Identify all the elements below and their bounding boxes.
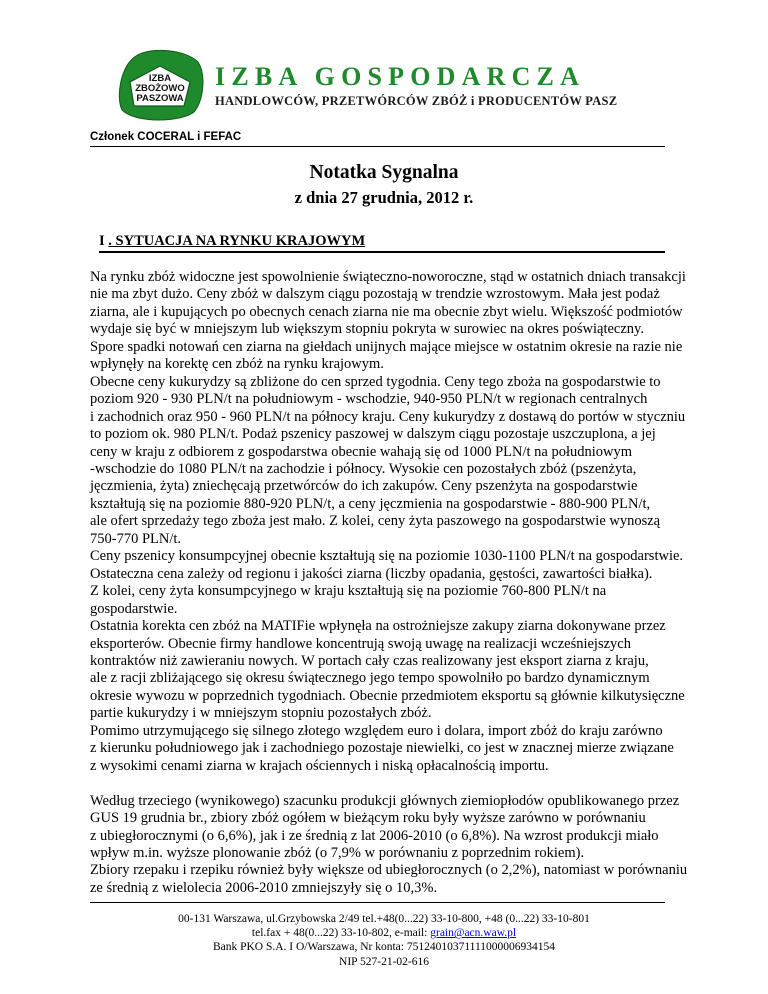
body-line: ale z racji zbliżającego się okresu świątecznego jego tempo spowolniło po bardzo dynamicznym (90, 670, 650, 687)
body-line: wpływ m.in. wyższe plonowanie zbóż (o 7,9% w porównaniu z poprzednim rokiem). (90, 845, 585, 861)
body-line: to poziom ok. 980 PLN/t. Podaż pszenicy paszowej w dalszym ciągu pozostaje uszczuplona, a jej (90, 426, 656, 443)
body-line: Zbiory rzepaku i rzepiku również były większe od ubiegłorocznych (o 2,2%), natomiast w porównaniu (90, 862, 688, 879)
body-line: Z kolei, ceny żyta konsumpcyjnego w kraju kształtują się na poziomie 760-800 PLN/t na (90, 583, 607, 600)
header-divider (90, 146, 665, 147)
body-line: ale ofert sprzedaży tego zboża jest mało. Z kolei, ceny żyta paszowego na gospodarstwie wynoszą (90, 513, 661, 530)
body-line: kształtują się na poziomie 880-920 PLN/t, a ceny jęczmienia na gospodarstwie - 880-900 PLN/t, (90, 495, 651, 512)
logo-text-line2: ZBOŻOWO (135, 83, 185, 94)
body-line: z wysokimi cenami ziarna w krajach ościennych i niską opłacalnością importu. (90, 757, 549, 774)
body-line: Na rynku zbóż widoczne jest spowolnienie świąteczno-noworoczne, stąd w ostatnich dniach transakcji (90, 269, 686, 285)
body-line: Spore spadki notowań cen ziarna na giełdach unijnych mające miejsce w ostatnim okresie na razie nie (90, 338, 683, 355)
section-label: . SYTUACJA NA RYNKU KRAJOWYM (108, 233, 366, 249)
body-line: z kierunku południowego jak i zachodniego pozostaje niewielki, co jest w znacznej mierze związane (90, 740, 674, 757)
logo-text-line1: IZBA (148, 73, 172, 84)
body-line: gospodarstwie. (90, 600, 178, 617)
body-line: wydaje się być w mniejszym lub większym stopniu pokryta w surowiec na okres poświąteczny. (90, 321, 644, 338)
body-line: nie ma zbyt dużo. Ceny zbóż w dalszym ciągu pozostają w trendzie wzrostowym. Mała jest podaż (90, 286, 660, 303)
body-line: ze średnią z wielolecia 2006-2010 zmniejszyły się o 10,3%. (90, 879, 438, 896)
body-line: i zachodnich oraz 950 - 960 PLN/t na północy kraju. Ceny kukurydzy z dostawą do portów w styczniu (90, 408, 686, 425)
section-number: I (99, 233, 109, 249)
body-line: okresie wywozu w poprzednich tygodniach. Obecnie przedmiotem eksportu są głównie kilkutysięczne (90, 687, 685, 704)
body-line: poziom 920 - 930 PLN/t na południowym - wschodzie, 940-950 PLN/t w regionach centralnych (90, 391, 648, 408)
body-line: Pomimo utrzymującego się silnego złotego względem euro i dolara, import zbóż do kraju zarówno (90, 722, 663, 739)
body-line: wpłynęły na korektę cen zbóż na rynku krajowym. (90, 356, 384, 373)
footer-divider (90, 902, 665, 903)
body-line: Według trzeciego (wynikowego) szacunku produkcji głównych ziemiopłodów opublikowanego przez (90, 792, 680, 809)
footer-nip: NIP 527-21-02-616 (339, 955, 429, 968)
document-date: z dnia 27 grudnia, 2012 r. (294, 188, 474, 207)
organization-subtitle: HANDLOWCÓW, PRZETWÓRCÓW ZBÓŻ i PRODUCENTÓW PASZ (215, 94, 618, 108)
body-line: GUS 19 grudnia br., zbiory zbóż ogółem w bieżącym roku były wyższe zarówno w porównaniu (90, 810, 646, 827)
footer-bank: Bank PKO S.A. I O/Warszawa, Nr konta: 75124010371111000006934154 (212, 941, 556, 954)
body-line: 750-770 PLN/t. (90, 530, 182, 547)
paragraph-gap (90, 775, 690, 793)
body-line: Ostatnia korekta cen zbóż na MATIFie wpłynęła na ostrożniejsze zakupy ziarna dokonywane przez (90, 618, 666, 635)
body-line: Ceny pszenicy konsumpcyjnej obecnie kształtują się na poziomie 1030-1100 PLN/t na gospodarstwie. (90, 548, 684, 565)
membership-note: Członek COCERAL i FEFAC (90, 131, 242, 143)
footer-contact (0, 926, 768, 940)
body-line: ceny w kraju z odbiorem z gospodarstwa obecnie wahają się od 1000 PLN/t na południowym (90, 443, 633, 460)
body-line: ziarna, ale i kupujących po obecnych cenach ziarna nie ma obecnie zbyt wielu. Większość podmiotów (90, 303, 683, 320)
body-line: kontraktów niż zawieraniu nowych. W portach cały czas realizowany jest eksport ziarna z kraju, (90, 652, 649, 669)
body-text (90, 269, 690, 897)
email-link[interactable]: grain@acn.waw.pl (430, 927, 517, 940)
body-line: eksporterów. Obecnie firmy handlowe koncentrują swoją uwagę na realizacji wcześniejszych (90, 635, 631, 652)
logo-text-line3: PASZOWA (136, 93, 184, 104)
footer (0, 912, 768, 969)
document-title: Notatka Sygnalna (309, 162, 459, 183)
organization-name: IZBA GOSPODARCZA (215, 62, 586, 91)
body-line: z ubiegłorocznymi (o 6,6%), jak i ze średnią z lat 2006-2010 (o 6,8%). Na wzrost produkcji miało (90, 827, 659, 844)
body-line: Obecne ceny kukurydzy są zbliżone do cen sprzed tygodnia. Ceny tego zboża na gospodarstwie to (90, 373, 661, 390)
body-line: Ostateczna cena zależy od regionu i jakości ziarna (liczby opadania, gęstości, zawartości białka). (90, 565, 653, 582)
section-heading (99, 233, 665, 253)
body-line: partie kukurydzy i w mniejszym stopniu pozostałych zbóż. (90, 705, 432, 722)
body-line: jęczmienia, żyta) zniechęcają przetwórców do ich zakupów. Ceny pszenżyta na gospodarstwie (90, 478, 638, 495)
footer-fax: tel.fax + 48(0...22) 33-10-802, e-mail: (251, 927, 431, 940)
body-line: -wschodzie do 1080 PLN/t na zachodzie i północy. Wysokie cen pozostałych zbóż (pszenżyta, (90, 460, 637, 477)
footer-address: 00-131 Warszawa, ul.Grzybowska 2/49 tel.+48(0...22) 33-10-800, +48 (0...22) 33-10-801 (178, 913, 590, 925)
organization-logo (112, 48, 206, 124)
